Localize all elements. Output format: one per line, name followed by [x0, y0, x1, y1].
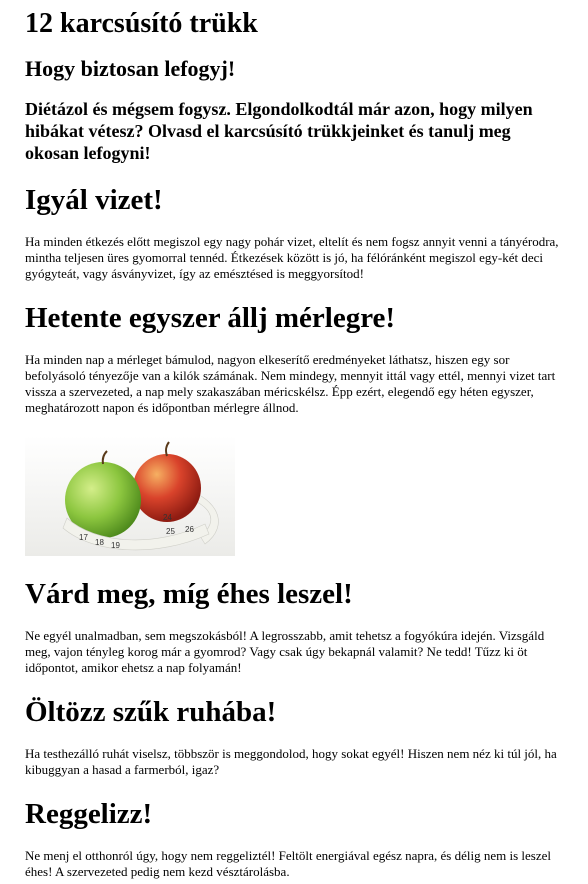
apples-measuring-tape-image	[25, 436, 235, 556]
page-title: 12 karcsúsító trükk	[25, 8, 258, 39]
section-heading-clothes: Öltözz szűk ruhába!	[25, 696, 277, 728]
section-text-water: Ha minden étkezés előtt megiszol egy nagy pohár vizet, eltelít és nem fogsz annyit venni a tányérodra, mintha teljesen üres gyomorral tennéd. Étkezések között is jó, ha félóránként megiszol egy-két deci gyógyteát, vagy ásványvizet, így az emésztésed is meggyorsítod!	[25, 234, 559, 281]
section-text-scale: Ha minden nap a mérleget bámulod, nagyon elkeserítő eredményeket láthatsz, hiszen egy sor befolyásoló tényezője van a kilók számának. Nem mindegy, mennyit ittál vagy ettél, mennyi vizet tart vissza a szervezeted, a nap mely szakaszában méricskélsz. Épp ezért, elegendő egy héten egyszer, meghatározott napon és időpontban mérlegre állnod.	[25, 352, 556, 415]
section-heading-scale: Hetente egyszer állj mérlegre!	[25, 302, 396, 334]
tape-number: 24	[163, 513, 172, 522]
tape-number: 17	[79, 533, 88, 542]
tape-number: 19	[111, 541, 120, 550]
section-text-hunger: Ne egyél unalmadban, sem megszokásból! A legrosszabb, amit tehetsz a fogyókúra idején. Vizsgáld meg, vajon tényleg korog már a gyomrod? Vagy csak úgy bekapnál valamit? Ne tedd! Tűzz ki öt időpontot, amikor ehetsz a nap folyamán!	[25, 628, 545, 675]
section-text-clothes: Ha testhezálló ruhát viselsz, többször is meggondolod, hogy sokat egyél! Hiszen nem néz ki túl jól, ha kibuggyan a hasad a farmerból, igaz?	[25, 746, 557, 777]
section-heading-breakfast: Reggelizz!	[25, 798, 153, 830]
tape-number: 18	[95, 538, 104, 547]
section-text-breakfast: Ne menj el otthonról úgy, hogy nem reggeliztél! Feltölt energiával egész napra, és délig nem is leszel éhes! A szervezeted pedig nem kezd vésztárolásba.	[25, 848, 551, 879]
section-heading-water: Igyál vizet!	[25, 184, 163, 216]
tape-number: 25	[166, 527, 175, 536]
section-heading-hunger: Várd meg, míg éhes leszel!	[25, 578, 353, 610]
article-lead: Diétázol és mégsem fogysz. Elgondolkodtál már azon, hogy milyen hibákat vétesz? Olvasd el karcsúsító trükkjeinket és tanulj meg okosan lefogyni!	[25, 99, 533, 163]
tape-number: 26	[185, 525, 194, 534]
red-apple-icon	[133, 454, 201, 522]
article-subtitle: Hogy biztosan lefogyj!	[25, 56, 236, 81]
